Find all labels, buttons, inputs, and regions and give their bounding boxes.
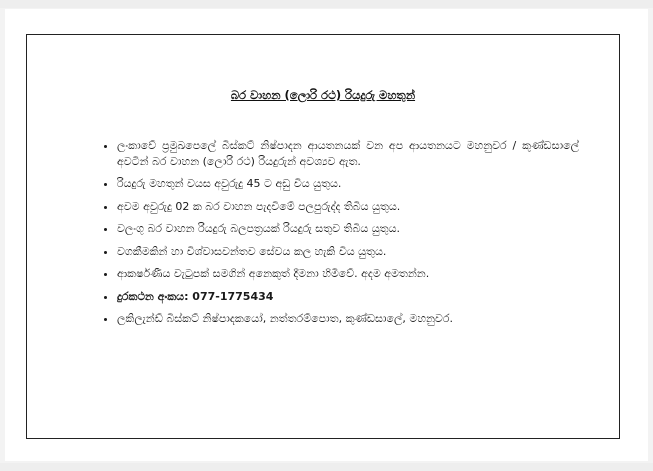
bottom-background-strip	[0, 463, 653, 471]
list-item: • අවම අවුරුදු 02 ක බර වාහන පැදවීමේ පලපුරුද්ද තිබිය යුතුය.	[117, 199, 579, 215]
requirements-list	[83, 138, 579, 334]
list-item: • වගකීමකින් හා විශ්වාසවන්තව සේවය කල හැකි විය යුතුය.	[117, 244, 579, 260]
list-item: • රියදුරු මහතුන් වයස අවුරුදු 45 ට අඩු විය යුතුය.	[117, 176, 579, 192]
advertisement-box	[26, 34, 620, 439]
list-item: • වලංගු බර වාහන රියදුරු බලපත්‍රයක් රියදුරු සතුව තිබිය යුතුය.	[117, 221, 579, 237]
list-item: • ලංකාවේ ප්‍රමුඛපෙලේ බිස්කට් නිෂ්පාදන ආයතනයක් වන අප ආයතනයට මහනුවර / කුණ්ඩසාලේ අවටින් බර වාහන (ලොරි රථ) රියදුරුන් අවශ්‍යව ඇත.	[117, 138, 579, 169]
list-item: • ආකර්ෂණීය වැටුපක් සමගින් අනෙකුත් දීමනා හිමිවේ. අදම අමතන්න.	[117, 266, 579, 282]
phone-number-item: • දුරකථන අංකය: 077-1775434	[117, 289, 579, 305]
company-address-item: • ලකිලැන්ඩ් බිස්කට් නිෂ්පාදකයෝ, නත්තරම්පොත, කුණ්ඩසාලේ, මහනුවර.	[117, 311, 579, 327]
top-background-strip	[0, 0, 653, 8]
document-page	[5, 9, 648, 461]
ad-title: බර වාහන (ලොරි රථ) රියදුරු මහතුන්	[230, 88, 416, 102]
